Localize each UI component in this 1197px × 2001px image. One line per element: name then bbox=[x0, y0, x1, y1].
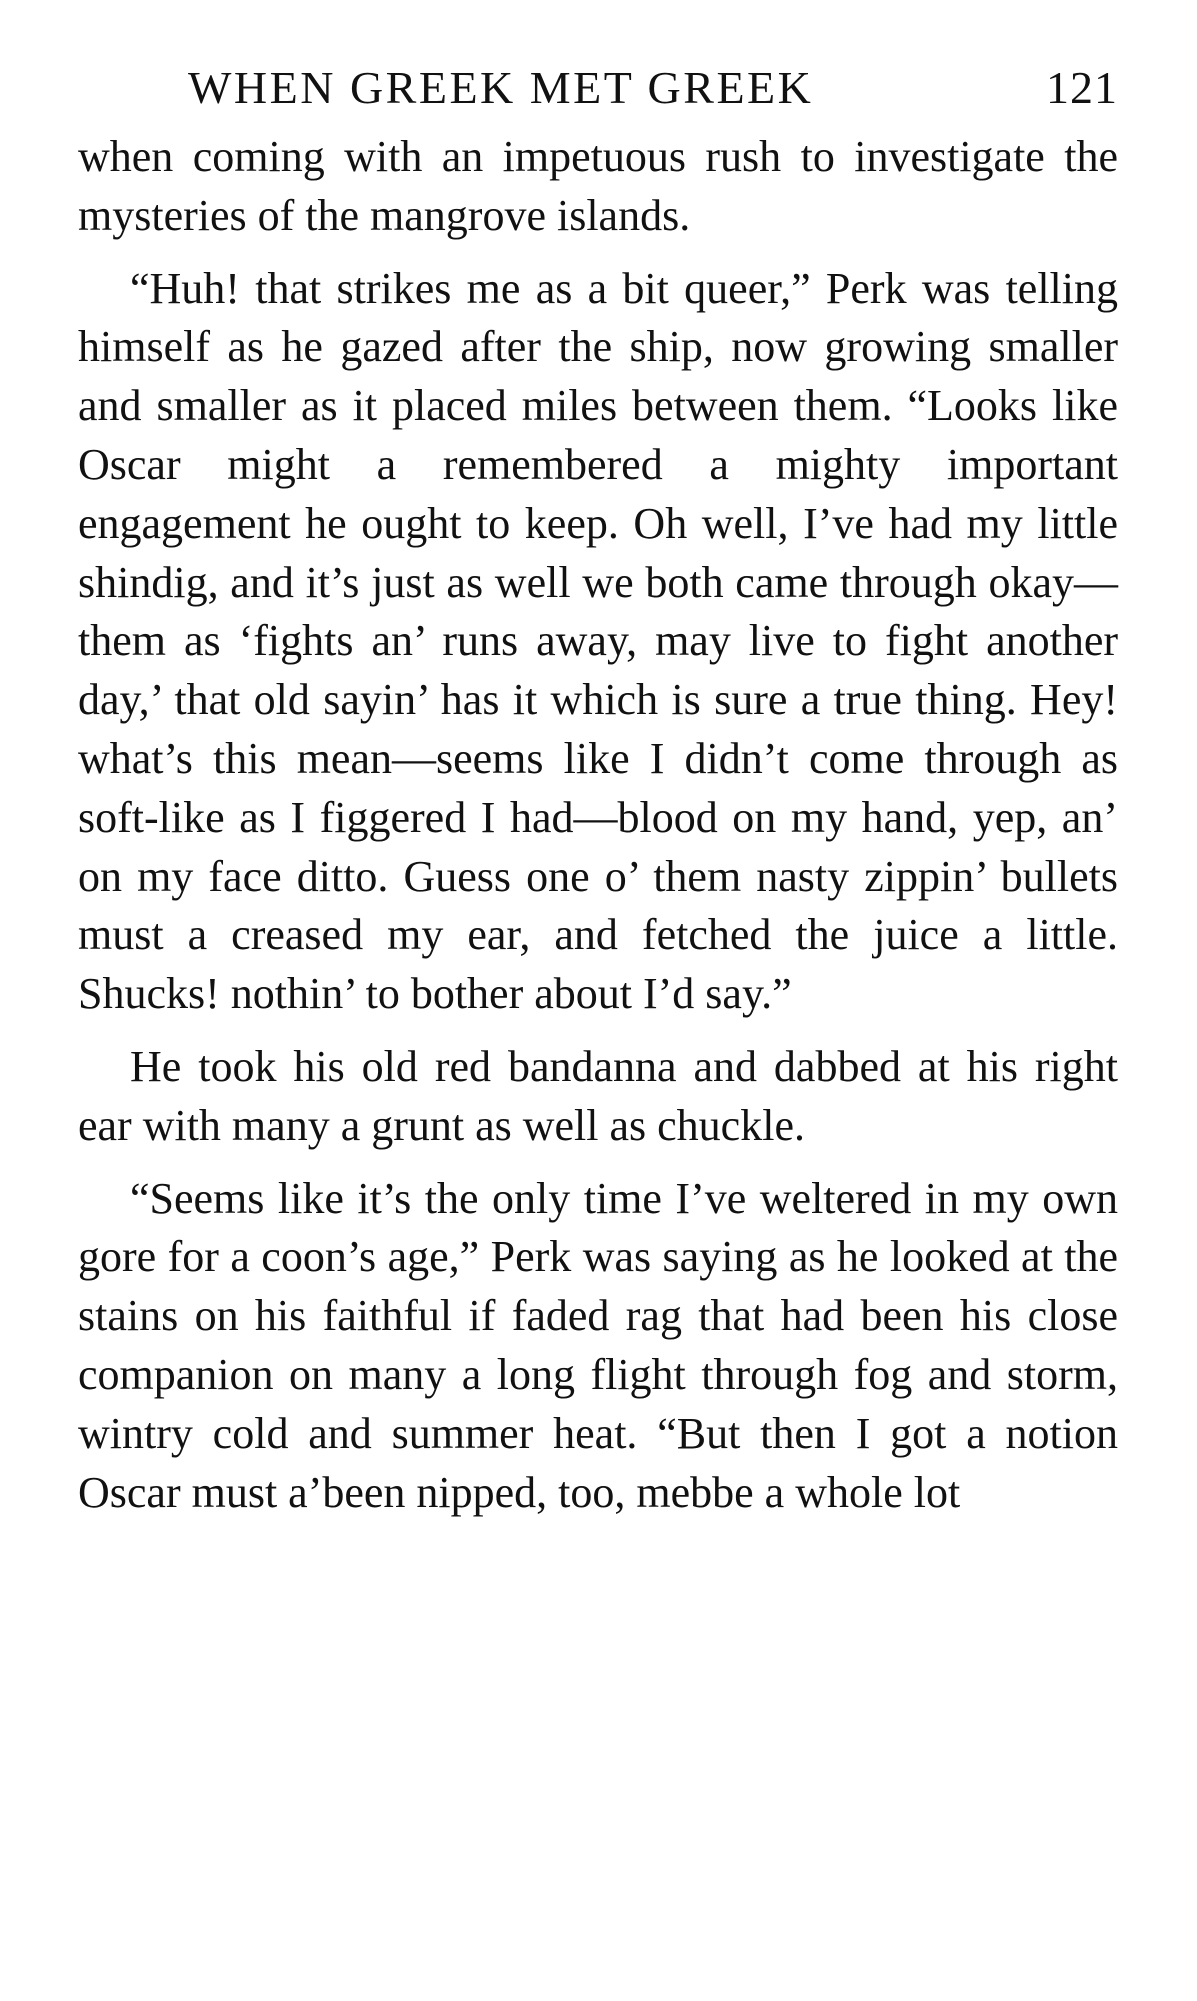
paragraph-bandanna: He took his old red bandanna and dabbed at his right ear with many a grunt as well as chuckle. bbox=[78, 1041, 1118, 1150]
running-head bbox=[78, 58, 1118, 128]
body-text bbox=[78, 128, 1118, 1522]
paragraph-perk-monologue: “Huh! that strikes me as a bit queer,” Perk was telling himself as he gazed after the ship, now growing smaller and smaller as it placed miles between them. “Looks like Oscar might a remembered a mighty important engagement he ought to keep. Oh well, I’ve had my little shindig, and it’s just as well we both came through okay—them as ‘fights an’ runs away, may live to fight another day,’ that old sayin’ has it which is sure a true thing. Hey! what’s this mean—seems like I didn’t come through as soft-like as I figgered I had—blood on my hand, yep, an’ on my face ditto. Guess one o’ them nasty zippin’ bullets must a creased my ear, and fetched the juice a little. Shucks! nothin’ to bother about I’d say.” bbox=[78, 263, 1118, 1019]
paragraph-weltered: “Seems like it’s the only time I’ve weltered in my own gore for a coon’s age,” Perk was saying as he looked at the stains on his faithful if faded rag that had been his close companion on many a long flight through fog and storm, wintry cold and summer heat. “But then I got a notion Oscar must a’been nipped, too, mebbe a whole lot bbox=[78, 1173, 1118, 1517]
paragraph-continued: when coming with an impetuous rush to investigate the mysteries of the mangrove islands. bbox=[78, 132, 1118, 240]
page-number: 121 bbox=[1046, 62, 1118, 113]
running-head-title: WHEN GREEK MET GREEK bbox=[188, 62, 814, 113]
book-page bbox=[78, 58, 1118, 1522]
